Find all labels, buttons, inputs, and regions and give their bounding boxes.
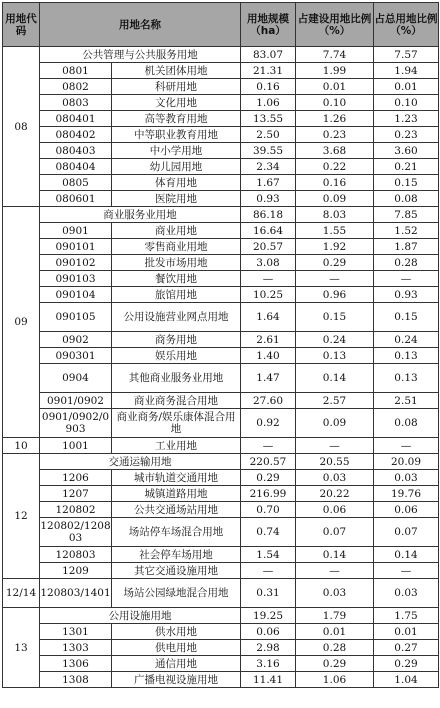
row-area: 2.61 <box>241 332 296 348</box>
row-pct-total: 0.13 <box>374 348 439 364</box>
header-name: 用地名称 <box>40 3 241 47</box>
row-pct-total: 1.04 <box>374 672 439 688</box>
header-row <box>3 3 439 47</box>
row-area: 3.08 <box>241 255 296 271</box>
row-area: 1.54 <box>241 547 296 563</box>
table-row <box>3 332 439 348</box>
row-pct-construction: 1.92 <box>296 239 374 255</box>
row-pct-construction: 1.55 <box>296 223 374 239</box>
row-name: 商务用地 <box>112 332 241 348</box>
row-area: 216.99 <box>241 486 296 502</box>
row-pct-total: 1.23 <box>374 111 439 127</box>
row-code: 0901 <box>40 223 112 239</box>
row-code: 1207 <box>40 486 112 502</box>
table-row <box>3 79 439 95</box>
summary-pct-total: 20.09 <box>374 454 439 470</box>
summary-pct-construction: 8.03 <box>296 207 374 223</box>
summary-pct-total: 7.57 <box>374 47 439 63</box>
row-name: 场站公园绿地混合用地 <box>112 579 241 608</box>
table-row <box>3 159 439 175</box>
row-code: 090105 <box>40 303 112 332</box>
row-name: 供电用地 <box>112 640 241 656</box>
table-row <box>3 287 439 303</box>
row-name: 机关团体用地 <box>112 63 241 79</box>
row-pct-total: 19.76 <box>374 486 439 502</box>
row-pct-total: 0.01 <box>374 624 439 640</box>
row-name: 幼儿园用地 <box>112 159 241 175</box>
row-name: 中小学用地 <box>112 143 241 159</box>
row-pct-construction: 2.57 <box>296 393 374 409</box>
row-pct-total: 0.10 <box>374 95 439 111</box>
row-name: 供水用地 <box>112 624 241 640</box>
row-pct-total: 0.07 <box>374 518 439 547</box>
group-code: 08 <box>3 47 40 207</box>
row-pct-construction: 20.22 <box>296 486 374 502</box>
row-pct-construction: 0.22 <box>296 159 374 175</box>
summary-name: 公用设施用地 <box>40 608 241 624</box>
row-area: 20.57 <box>241 239 296 255</box>
table-row <box>3 175 439 191</box>
row-pct-total: 0.06 <box>374 502 439 518</box>
table-row <box>3 223 439 239</box>
row-name: 零售商业用地 <box>112 239 241 255</box>
row-pct-construction: 1.99 <box>296 63 374 79</box>
row-area: 1.47 <box>241 364 296 393</box>
row-pct-construction: 0.06 <box>296 502 374 518</box>
group-code: 10 <box>3 438 40 454</box>
summary-name: 商业服务业用地 <box>40 207 241 223</box>
row-area: 0.16 <box>241 79 296 95</box>
row-area: 1.64 <box>241 303 296 332</box>
table-row <box>3 111 439 127</box>
table-row <box>3 547 439 563</box>
row-area: — <box>241 271 296 287</box>
summary-pct-construction: 7.74 <box>296 47 374 63</box>
row-area: 2.50 <box>241 127 296 143</box>
row-area: 1.06 <box>241 95 296 111</box>
row-code: 0901/0902 <box>40 393 112 409</box>
row-code: 1301 <box>40 624 112 640</box>
row-code: 0801 <box>40 63 112 79</box>
table-row <box>3 271 439 287</box>
row-area: 1.67 <box>241 175 296 191</box>
row-pct-total: 0.08 <box>374 191 439 207</box>
row-code: 1209 <box>40 563 112 579</box>
table-row <box>3 438 439 454</box>
row-area: — <box>241 438 296 454</box>
row-pct-total: 0.15 <box>374 303 439 332</box>
header-code: 用地代码 <box>3 3 40 47</box>
row-pct-construction: 0.14 <box>296 547 374 563</box>
group-code: 13 <box>3 608 40 688</box>
row-pct-total: 0.29 <box>374 656 439 672</box>
row-code: 1303 <box>40 640 112 656</box>
row-area: 2.34 <box>241 159 296 175</box>
row-area: 0.92 <box>241 409 296 438</box>
row-area: 27.60 <box>241 393 296 409</box>
row-code: 120802/120803 <box>40 518 112 547</box>
summary-pct-total: 7.85 <box>374 207 439 223</box>
table-row <box>3 393 439 409</box>
row-pct-total: 0.03 <box>374 579 439 608</box>
table-row <box>3 624 439 640</box>
row-code: 0902 <box>40 332 112 348</box>
row-name: 科研用地 <box>112 79 241 95</box>
row-code: 090102 <box>40 255 112 271</box>
row-pct-construction: 0.28 <box>296 640 374 656</box>
row-name: 场站停车场混合用地 <box>112 518 241 547</box>
table-row <box>3 364 439 393</box>
summary-row <box>3 454 439 470</box>
row-pct-construction: 0.29 <box>296 656 374 672</box>
row-pct-construction: — <box>296 438 374 454</box>
row-code: 080401 <box>40 111 112 127</box>
row-area: 0.06 <box>241 624 296 640</box>
row-pct-construction: 0.23 <box>296 127 374 143</box>
header-pct-total: 占总用地比例（%） <box>374 3 439 47</box>
row-pct-construction: 0.01 <box>296 624 374 640</box>
row-area: 0.74 <box>241 518 296 547</box>
row-code: 080403 <box>40 143 112 159</box>
summary-row <box>3 207 439 223</box>
row-code: 120803 <box>40 547 112 563</box>
row-area: 0.93 <box>241 191 296 207</box>
summary-pct-total: 1.75 <box>374 608 439 624</box>
row-name: 广播电视设施用地 <box>112 672 241 688</box>
row-code: 1306 <box>40 656 112 672</box>
row-area: 3.16 <box>241 656 296 672</box>
table-row <box>3 348 439 364</box>
row-name: 中等职业教育用地 <box>112 127 241 143</box>
row-name: 其它交通设施用地 <box>112 563 241 579</box>
row-pct-total: 0.93 <box>374 287 439 303</box>
row-name: 高等教育用地 <box>112 111 241 127</box>
row-code: 0803 <box>40 95 112 111</box>
row-code: 120803/1401 <box>40 579 112 608</box>
land-use-table <box>2 2 439 688</box>
row-code: 0904 <box>40 364 112 393</box>
row-pct-total: 3.60 <box>374 143 439 159</box>
row-code: 080404 <box>40 159 112 175</box>
table-row <box>3 518 439 547</box>
row-area: 0.31 <box>241 579 296 608</box>
row-pct-total: 0.21 <box>374 159 439 175</box>
table-row <box>3 563 439 579</box>
header-area: 用地规模（ha） <box>241 3 296 47</box>
row-pct-construction: 1.26 <box>296 111 374 127</box>
row-area: 0.70 <box>241 502 296 518</box>
summary-area: 86.18 <box>241 207 296 223</box>
group-code: 09 <box>3 207 40 438</box>
row-pct-construction: 0.09 <box>296 191 374 207</box>
summary-area: 220.57 <box>241 454 296 470</box>
row-name: 商业商务混合用地 <box>112 393 241 409</box>
row-pct-construction: 0.01 <box>296 79 374 95</box>
table-row <box>3 409 439 438</box>
row-pct-construction: 0.03 <box>296 470 374 486</box>
row-pct-construction: 0.15 <box>296 303 374 332</box>
row-pct-total: 0.08 <box>374 409 439 438</box>
table-row <box>3 672 439 688</box>
row-code: 120802 <box>40 502 112 518</box>
row-name: 城市轨道交通用地 <box>112 470 241 486</box>
header-pct-construction: 占建设用地比例（%） <box>296 3 374 47</box>
row-pct-construction: 0.09 <box>296 409 374 438</box>
table-row <box>3 486 439 502</box>
row-code: 0802 <box>40 79 112 95</box>
row-pct-total: — <box>374 563 439 579</box>
row-area: 39.55 <box>241 143 296 159</box>
row-area: 16.64 <box>241 223 296 239</box>
row-name: 其他商业服务业用地 <box>112 364 241 393</box>
row-pct-construction: 0.14 <box>296 364 374 393</box>
row-code: 080402 <box>40 127 112 143</box>
row-pct-total: 1.52 <box>374 223 439 239</box>
table-row <box>3 640 439 656</box>
row-area: — <box>241 563 296 579</box>
row-pct-total: — <box>374 438 439 454</box>
table-row <box>3 127 439 143</box>
row-pct-total: 0.27 <box>374 640 439 656</box>
table-row <box>3 95 439 111</box>
row-area: 0.29 <box>241 470 296 486</box>
row-name: 社会停车场用地 <box>112 547 241 563</box>
table-row <box>3 63 439 79</box>
row-pct-construction: 0.96 <box>296 287 374 303</box>
row-pct-total: 0.13 <box>374 364 439 393</box>
row-pct-total: 0.24 <box>374 332 439 348</box>
row-area: 13.55 <box>241 111 296 127</box>
row-code: 090101 <box>40 239 112 255</box>
row-pct-total: 0.15 <box>374 175 439 191</box>
row-name: 通信用地 <box>112 656 241 672</box>
row-code: 090301 <box>40 348 112 364</box>
summary-row <box>3 608 439 624</box>
row-pct-construction: — <box>296 271 374 287</box>
row-code: 1001 <box>40 438 112 454</box>
row-pct-total: 1.94 <box>374 63 439 79</box>
row-code: 090104 <box>40 287 112 303</box>
row-area: 2.98 <box>241 640 296 656</box>
group-code: 12 <box>3 454 40 579</box>
row-pct-construction: 1.06 <box>296 672 374 688</box>
summary-pct-construction: 1.79 <box>296 608 374 624</box>
table-row <box>3 502 439 518</box>
row-name: 商业商务/娱乐康体混合用地 <box>112 409 241 438</box>
row-code: 0805 <box>40 175 112 191</box>
summary-name: 交通运输用地 <box>40 454 241 470</box>
row-pct-construction: 0.03 <box>296 579 374 608</box>
row-name: 公共交通场站用地 <box>112 502 241 518</box>
row-name: 文化用地 <box>112 95 241 111</box>
row-code: 080601 <box>40 191 112 207</box>
row-pct-total: 0.01 <box>374 79 439 95</box>
row-area: 11.41 <box>241 672 296 688</box>
table-row <box>3 470 439 486</box>
row-pct-construction: 0.29 <box>296 255 374 271</box>
row-code: 1308 <box>40 672 112 688</box>
row-pct-construction: 0.24 <box>296 332 374 348</box>
row-pct-total: 1.87 <box>374 239 439 255</box>
row-name: 工业用地 <box>112 438 241 454</box>
row-code: 1206 <box>40 470 112 486</box>
summary-row <box>3 47 439 63</box>
row-name: 批发市场用地 <box>112 255 241 271</box>
group-code: 12/14 <box>3 579 40 608</box>
summary-name: 公共管理与公共服务用地 <box>40 47 241 63</box>
row-name: 城镇道路用地 <box>112 486 241 502</box>
row-pct-construction: — <box>296 563 374 579</box>
summary-pct-construction: 20.55 <box>296 454 374 470</box>
row-pct-total: 0.03 <box>374 470 439 486</box>
row-name: 娱乐用地 <box>112 348 241 364</box>
row-pct-total: 0.23 <box>374 127 439 143</box>
row-pct-total: 0.14 <box>374 547 439 563</box>
table-row <box>3 191 439 207</box>
row-code: 090103 <box>40 271 112 287</box>
row-name: 旅馆用地 <box>112 287 241 303</box>
row-pct-total: 2.51 <box>374 393 439 409</box>
table-row <box>3 143 439 159</box>
row-pct-construction: 0.10 <box>296 95 374 111</box>
table-row <box>3 255 439 271</box>
row-area: 1.40 <box>241 348 296 364</box>
table-row <box>3 656 439 672</box>
table-row <box>3 579 439 608</box>
row-name: 餐饮用地 <box>112 271 241 287</box>
row-pct-total: — <box>374 271 439 287</box>
row-name: 商业用地 <box>112 223 241 239</box>
row-name: 公用设施营业网点用地 <box>112 303 241 332</box>
row-area: 10.25 <box>241 287 296 303</box>
table-row <box>3 239 439 255</box>
row-pct-construction: 0.07 <box>296 518 374 547</box>
summary-area: 19.25 <box>241 608 296 624</box>
row-name: 体育用地 <box>112 175 241 191</box>
row-name: 医院用地 <box>112 191 241 207</box>
row-pct-total: 0.28 <box>374 255 439 271</box>
row-pct-construction: 0.16 <box>296 175 374 191</box>
row-code: 0901/0902/0903 <box>40 409 112 438</box>
row-pct-construction: 0.13 <box>296 348 374 364</box>
row-area: 21.31 <box>241 63 296 79</box>
table-body <box>3 47 439 688</box>
row-pct-construction: 3.68 <box>296 143 374 159</box>
table-row <box>3 303 439 332</box>
summary-area: 83.07 <box>241 47 296 63</box>
